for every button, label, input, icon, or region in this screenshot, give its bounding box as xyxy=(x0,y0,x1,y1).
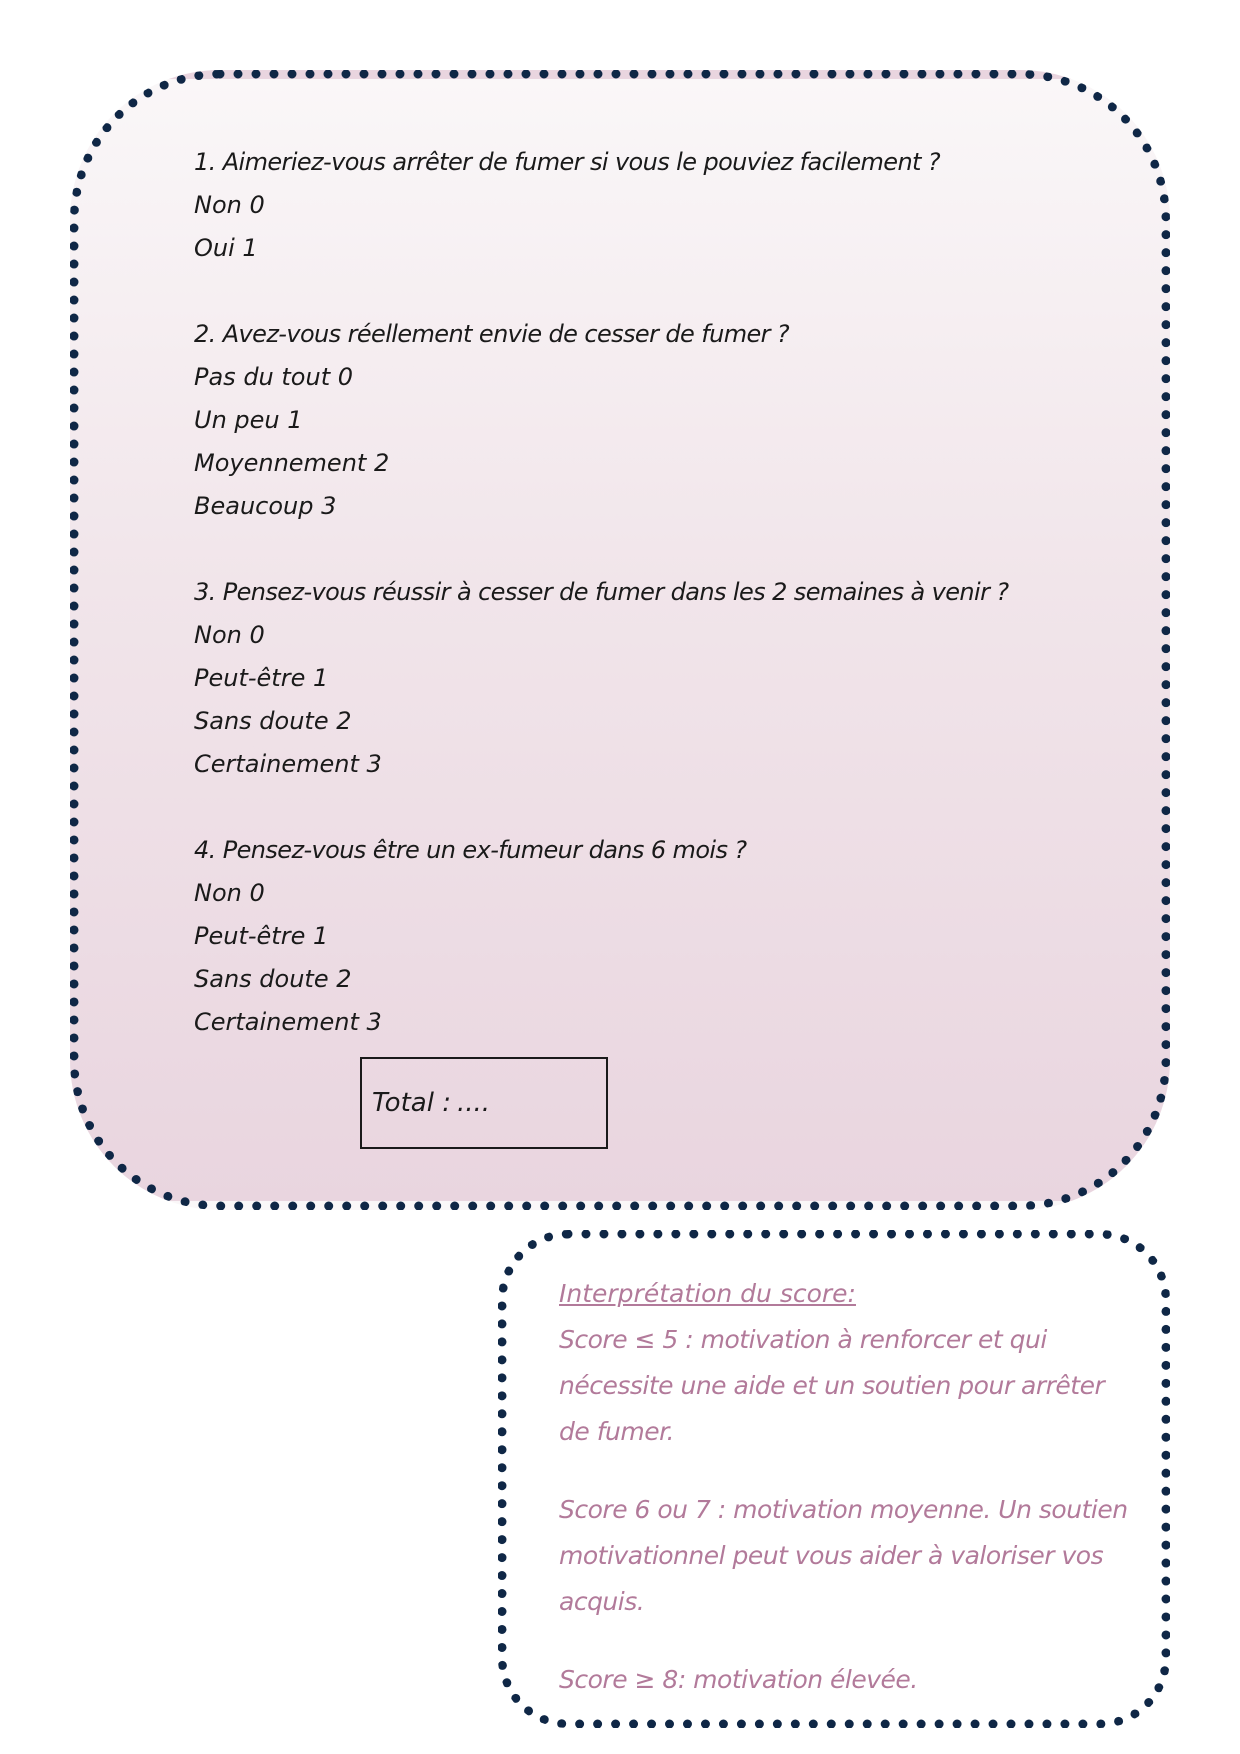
answer-option: Sans doute 2 xyxy=(194,707,352,735)
question-2 xyxy=(194,313,1009,528)
answer-option: Certainement 3 xyxy=(194,1008,382,1036)
question-text: 2. Avez-vous réellement envie de cesser de fumer ? xyxy=(194,320,790,348)
total-box[interactable] xyxy=(360,1057,608,1149)
total-label: Total : xyxy=(372,1088,451,1118)
score-interpretation xyxy=(559,1271,1135,1703)
question-text: 1. Aimeriez-vous arrêter de fumer si vous le pouviez facilement ? xyxy=(194,148,941,176)
answer-option: Non 0 xyxy=(194,879,265,907)
answer-options xyxy=(194,356,1009,528)
score-range-low: Score ≤ 5 : motivation à renforcer et qui nécessite une aide et un soutien pour arrêter de fumer. xyxy=(559,1325,1105,1446)
answer-option: Peut-être 1 xyxy=(194,664,329,692)
question-3 xyxy=(194,571,1009,786)
answer-option: Moyennement 2 xyxy=(194,449,390,477)
answer-options xyxy=(194,872,1009,1044)
answer-option: Pas du tout 0 xyxy=(194,363,353,391)
answer-options xyxy=(194,614,1009,786)
score-interpretation-panel xyxy=(498,1230,1170,1728)
answer-option: Sans doute 2 xyxy=(194,965,352,993)
score-range-medium: Score 6 ou 7 : motivation moyenne. Un soutien motivationnel peut vous aider à valoriser vos acquis. xyxy=(559,1495,1128,1616)
answer-option: Non 0 xyxy=(194,621,265,649)
question-4 xyxy=(194,829,1009,1044)
score-range-high: Score ≥ 8: motivation élevée. xyxy=(559,1665,918,1694)
question-list xyxy=(194,141,1009,1087)
answer-option: Un peu 1 xyxy=(194,406,303,434)
questionnaire-panel xyxy=(70,70,1170,1210)
question-text: 4. Pensez-vous être un ex-fumeur dans 6 mois ? xyxy=(194,836,747,864)
total-value[interactable]: .... xyxy=(456,1088,491,1118)
answer-option: Peut-être 1 xyxy=(194,922,329,950)
answer-option: Oui 1 xyxy=(194,234,258,262)
answer-options xyxy=(194,184,1009,270)
answer-option: Certainement 3 xyxy=(194,750,382,778)
answer-option: Beaucoup 3 xyxy=(194,492,337,520)
question-text: 3. Pensez-vous réussir à cesser de fumer dans les 2 semaines à venir ? xyxy=(194,578,1009,606)
interpretation-title: Interprétation du score: xyxy=(559,1279,856,1308)
question-1 xyxy=(194,141,1009,270)
answer-option: Non 0 xyxy=(194,191,265,219)
